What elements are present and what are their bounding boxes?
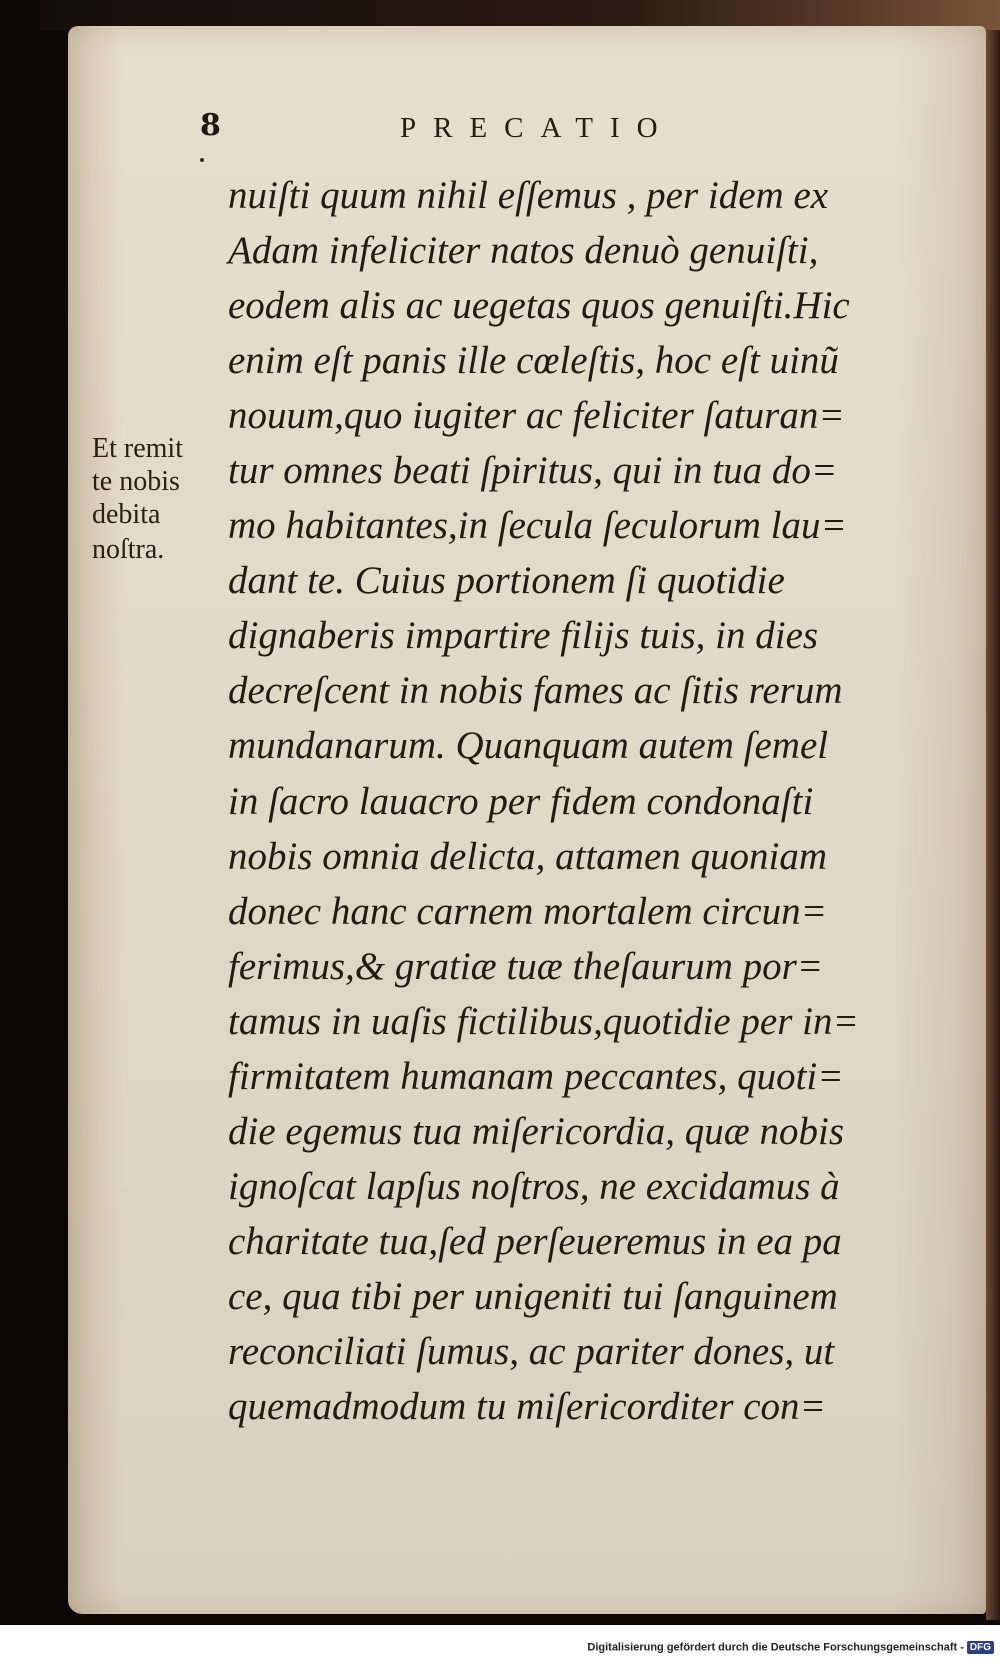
text-line: dant te. Cuius portionem ſi quotidie <box>228 559 785 603</box>
text-line: ce, qua tibi per unigeniti tui ſanguinem <box>228 1274 838 1318</box>
book-edge-right <box>986 30 1000 1620</box>
text-line: eodem alis ac uegetas quos genuiſti.Hic <box>228 284 850 328</box>
text-line: firmitatem humanam peccantes, quoti= <box>228 1054 844 1098</box>
text-line: donec hanc carnem mortalem circun= <box>228 889 827 933</box>
text-line: mo habitantes,in ſecula ſeculorum lau= <box>228 504 847 548</box>
text-line: quemadmodum tu miſericorditer con= <box>228 1385 826 1429</box>
text-line: ignoſcat lapſus noſtros, ne excidamus à <box>228 1164 840 1208</box>
marginal-note-line: Et remit <box>92 433 183 464</box>
running-title: PRECATIO <box>400 112 675 144</box>
text-line: enim eſt panis ille cœleſtis, hoc eſt uinũ <box>228 339 839 383</box>
page-number: 8 <box>200 108 221 143</box>
text-line: Adam infeliciter natos denuò genuiſti, <box>228 229 819 273</box>
marginal-note-line: te nobis <box>92 466 180 497</box>
text-line: in ſacro lauacro per fidem condonaſti <box>228 779 814 823</box>
dfg-logo: DFG <box>967 1641 994 1654</box>
marginal-note <box>92 432 183 566</box>
text-line: charitate tua,ſed perſeueremus in ea pa <box>228 1219 842 1263</box>
text-line: die egemus tua miſericordia, quæ nobis <box>228 1109 845 1153</box>
marginal-note-line: debita <box>92 499 161 530</box>
ink-speck <box>200 158 204 162</box>
text-line: nuiſti quum nihil eſſemus , per idem ex <box>228 174 829 217</box>
marginal-note-line: noſtra. <box>92 534 165 565</box>
body-text <box>228 168 928 1434</box>
text-line: reconciliati ſumus, ac pariter dones, ut <box>228 1329 835 1373</box>
text-line: tamus in uaſis fictilibus,quotidie per in= <box>228 999 859 1043</box>
text-line: ferimus,& gratiæ tuæ theſaurum por= <box>228 944 824 988</box>
text-line: decreſcent in nobis fames ac ſitis rerum <box>228 669 843 713</box>
text-line: tur omnes beati ſpiritus, qui in tua do= <box>228 449 838 493</box>
text-line: nobis omnia delicta, attamen quoniam <box>228 834 828 878</box>
text-line: mundanarum. Quanquam autem ſemel <box>228 724 829 768</box>
text-line: dignaberis impartire filijs tuis, in dies <box>228 614 819 658</box>
digitization-credit <box>587 1641 994 1654</box>
credit-text: Digitalisierung gefördert durch die Deutsche Forschungsgemeinschaft - <box>587 1641 964 1654</box>
text-line: nouum,quo iugiter ac feliciter ſaturan= <box>228 394 845 438</box>
